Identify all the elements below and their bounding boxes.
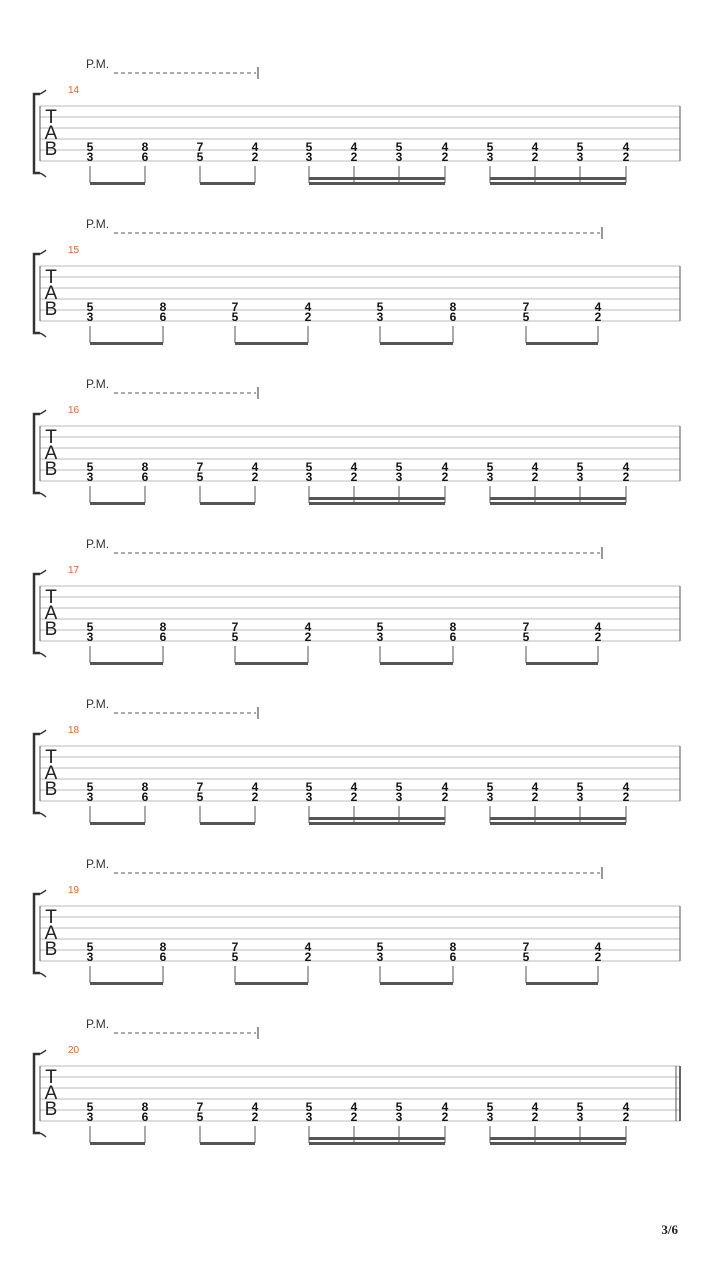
fret-number: 4 — [594, 300, 602, 314]
fret-number: 5 — [576, 780, 584, 794]
fret-number: 6 — [141, 470, 149, 484]
fret-number: 3 — [576, 470, 584, 484]
fret-number: 3 — [376, 310, 384, 324]
fret-number: 8 — [141, 140, 149, 154]
fret-number: 3 — [86, 950, 94, 964]
palm-mute-label: P.M. — [86, 1017, 110, 1031]
note-beam — [380, 662, 453, 665]
fret-number: 4 — [531, 780, 539, 794]
fret-number: 3 — [395, 790, 403, 804]
fret-number: 2 — [251, 150, 259, 164]
fret-number: 2 — [594, 630, 602, 644]
fret-number: 5 — [86, 140, 94, 154]
fret-number: 4 — [441, 1100, 449, 1114]
palm-mute-label: P.M. — [86, 857, 110, 871]
fret-number: 2 — [350, 470, 358, 484]
fret-number: 5 — [376, 620, 384, 634]
fret-number: 2 — [622, 470, 630, 484]
note-beam — [200, 502, 255, 505]
fret-number: 6 — [159, 950, 167, 964]
fret-number: 2 — [304, 950, 312, 964]
fret-number: 3 — [395, 150, 403, 164]
fret-number: 7 — [522, 940, 530, 954]
fret-number: 6 — [141, 150, 149, 164]
fret-number: 3 — [395, 470, 403, 484]
fret-number: 8 — [449, 620, 457, 634]
note-beam — [235, 342, 308, 345]
note-beam-secondary — [309, 817, 445, 820]
fret-number: 7 — [196, 1100, 204, 1114]
tab-system-17 — [34, 537, 680, 665]
system-bracket — [34, 574, 40, 653]
fret-number: 7 — [231, 620, 239, 634]
fret-number: 5 — [486, 460, 494, 474]
fret-number: 6 — [141, 790, 149, 804]
note-beam — [90, 502, 145, 505]
tab-clef-b: B — [44, 619, 58, 640]
fret-number: 4 — [251, 780, 259, 794]
tab-clef-b: B — [44, 779, 58, 800]
fret-number: 3 — [305, 150, 313, 164]
note-beam — [200, 182, 255, 185]
palm-mute-label: P.M. — [86, 217, 110, 231]
fret-number: 4 — [441, 460, 449, 474]
tab-clef-t: T — [45, 427, 57, 448]
fret-number: 3 — [576, 1110, 584, 1124]
tab-system-18 — [34, 697, 680, 825]
measure-number: 14 — [68, 85, 80, 96]
measure-number: 15 — [68, 245, 80, 256]
fret-number: 5 — [196, 470, 204, 484]
fret-number: 5 — [522, 630, 530, 644]
note-beam-secondary — [309, 177, 445, 180]
tab-clef-a: A — [44, 1083, 58, 1104]
tab-clef-b: B — [44, 459, 58, 480]
fret-number: 5 — [86, 1100, 94, 1114]
fret-number: 5 — [86, 620, 94, 634]
fret-number: 3 — [86, 630, 94, 644]
fret-number: 6 — [159, 310, 167, 324]
fret-number: 8 — [449, 940, 457, 954]
fret-number: 5 — [305, 1100, 313, 1114]
tab-system-16 — [34, 377, 680, 505]
fret-number: 2 — [531, 470, 539, 484]
fret-number: 2 — [251, 470, 259, 484]
fret-number: 8 — [159, 620, 167, 634]
fret-number: 5 — [486, 140, 494, 154]
note-beam — [526, 342, 598, 345]
note-beam — [235, 662, 308, 665]
fret-number: 3 — [86, 1110, 94, 1124]
fret-number: 7 — [522, 300, 530, 314]
note-beam-secondary — [309, 1137, 445, 1140]
fret-number: 7 — [196, 140, 204, 154]
note-beam — [235, 982, 308, 985]
system-bracket — [34, 1054, 40, 1133]
fret-number: 5 — [376, 300, 384, 314]
fret-number: 2 — [531, 1110, 539, 1124]
fret-number: 4 — [622, 460, 630, 474]
tab-clef-b: B — [44, 139, 58, 160]
fret-number: 2 — [251, 790, 259, 804]
fret-number: 2 — [594, 950, 602, 964]
fret-number: 4 — [304, 620, 312, 634]
tab-clef-t: T — [45, 107, 57, 128]
fret-number: 4 — [441, 780, 449, 794]
fret-number: 3 — [86, 790, 94, 804]
fret-number: 3 — [486, 470, 494, 484]
fret-number: 8 — [141, 780, 149, 794]
fret-number: 6 — [159, 630, 167, 644]
note-beam — [490, 1142, 626, 1145]
note-beam — [309, 822, 445, 825]
note-beam — [90, 342, 163, 345]
fret-number: 4 — [441, 140, 449, 154]
fret-number: 3 — [576, 150, 584, 164]
fret-number: 5 — [231, 630, 239, 644]
measure-number: 17 — [68, 565, 80, 576]
fret-number: 6 — [141, 1110, 149, 1124]
fret-number: 4 — [594, 620, 602, 634]
fret-number: 5 — [376, 940, 384, 954]
fret-number: 4 — [350, 780, 358, 794]
fret-number: 5 — [86, 460, 94, 474]
fret-number: 2 — [441, 150, 449, 164]
fret-number: 2 — [441, 790, 449, 804]
fret-number: 4 — [304, 300, 312, 314]
tab-clef-t: T — [45, 587, 57, 608]
palm-mute-label: P.M. — [86, 57, 110, 71]
fret-number: 5 — [522, 310, 530, 324]
fret-number: 4 — [594, 940, 602, 954]
note-beam-secondary — [490, 1137, 626, 1140]
system-bracket — [34, 894, 40, 973]
tab-clef-a: A — [44, 763, 58, 784]
fret-number: 3 — [86, 470, 94, 484]
tab-clef-t: T — [45, 267, 57, 288]
fret-number: 5 — [231, 950, 239, 964]
fret-number: 5 — [86, 780, 94, 794]
note-beam — [90, 182, 145, 185]
fret-number: 2 — [441, 1110, 449, 1124]
tab-clef-b: B — [44, 939, 58, 960]
note-beam-secondary — [490, 497, 626, 500]
note-beam-secondary — [490, 177, 626, 180]
fret-number: 2 — [531, 150, 539, 164]
tab-clef-b: B — [44, 1099, 58, 1120]
measure-number: 18 — [68, 725, 80, 736]
fret-number: 2 — [350, 790, 358, 804]
fret-number: 3 — [305, 470, 313, 484]
fret-number: 4 — [251, 460, 259, 474]
tab-clef-t: T — [45, 747, 57, 768]
note-beam — [309, 1142, 445, 1145]
fret-number: 3 — [486, 150, 494, 164]
system-bracket — [34, 254, 40, 333]
fret-number: 5 — [395, 1100, 403, 1114]
fret-number: 5 — [576, 140, 584, 154]
measure-number: 19 — [68, 885, 80, 896]
fret-number: 4 — [531, 460, 539, 474]
fret-number: 7 — [522, 620, 530, 634]
tab-clef-t: T — [45, 1067, 57, 1088]
tab-clef-a: A — [44, 283, 58, 304]
fret-number: 8 — [159, 300, 167, 314]
fret-number: 7 — [196, 780, 204, 794]
system-bracket — [34, 94, 40, 173]
fret-number: 3 — [486, 790, 494, 804]
note-beam — [90, 1142, 145, 1145]
fret-number: 5 — [196, 150, 204, 164]
tab-clef-t: T — [45, 907, 57, 928]
note-beam — [200, 1142, 255, 1145]
fret-number: 5 — [486, 780, 494, 794]
note-beam — [200, 822, 255, 825]
tab-clef-a: A — [44, 443, 58, 464]
fret-number: 6 — [449, 630, 457, 644]
fret-number: 5 — [395, 780, 403, 794]
tab-system-15 — [34, 217, 680, 345]
fret-number: 3 — [86, 150, 94, 164]
fret-number: 2 — [251, 1110, 259, 1124]
tab-clef-a: A — [44, 123, 58, 144]
fret-number: 5 — [522, 950, 530, 964]
fret-number: 3 — [376, 630, 384, 644]
fret-number: 7 — [196, 460, 204, 474]
fret-number: 4 — [531, 140, 539, 154]
fret-number: 4 — [531, 1100, 539, 1114]
fret-number: 5 — [196, 790, 204, 804]
fret-number: 8 — [141, 460, 149, 474]
fret-number: 4 — [251, 1100, 259, 1114]
note-beam — [90, 662, 163, 665]
note-beam — [309, 502, 445, 505]
fret-number: 2 — [594, 310, 602, 324]
note-beam — [490, 502, 626, 505]
fret-number: 4 — [350, 460, 358, 474]
fret-number: 4 — [622, 1100, 630, 1114]
fret-number: 4 — [350, 1100, 358, 1114]
note-beam — [490, 822, 626, 825]
palm-mute-label: P.M. — [86, 697, 110, 711]
fret-number: 4 — [622, 140, 630, 154]
fret-number: 3 — [305, 790, 313, 804]
note-beam-secondary — [490, 817, 626, 820]
fret-number: 5 — [576, 460, 584, 474]
tab-system-20 — [34, 1017, 680, 1145]
tab-system-14 — [34, 57, 680, 185]
fret-number: 3 — [395, 1110, 403, 1124]
fret-number: 7 — [231, 300, 239, 314]
fret-number: 2 — [350, 150, 358, 164]
fret-number: 4 — [251, 140, 259, 154]
fret-number: 2 — [304, 310, 312, 324]
fret-number: 5 — [395, 460, 403, 474]
palm-mute-label: P.M. — [86, 377, 110, 391]
fret-number: 2 — [304, 630, 312, 644]
note-beam-secondary — [309, 497, 445, 500]
fret-number: 5 — [305, 780, 313, 794]
fret-number: 5 — [305, 460, 313, 474]
fret-number: 5 — [86, 940, 94, 954]
note-beam — [380, 982, 453, 985]
fret-number: 5 — [196, 1110, 204, 1124]
measure-number: 20 — [68, 1045, 80, 1056]
note-beam — [490, 182, 626, 185]
fret-number: 2 — [622, 1110, 630, 1124]
fret-number: 2 — [531, 790, 539, 804]
note-beam — [90, 822, 145, 825]
tab-clef-a: A — [44, 603, 58, 624]
fret-number: 4 — [304, 940, 312, 954]
fret-number: 2 — [441, 470, 449, 484]
tab-clef-b: B — [44, 299, 58, 320]
note-beam — [526, 982, 598, 985]
fret-number: 6 — [449, 310, 457, 324]
fret-number: 3 — [576, 790, 584, 804]
fret-number: 3 — [486, 1110, 494, 1124]
page-number: 3/6 — [661, 1222, 678, 1237]
measure-number: 16 — [68, 405, 80, 416]
fret-number: 6 — [449, 950, 457, 964]
system-bracket — [34, 734, 40, 813]
fret-number: 5 — [486, 1100, 494, 1114]
fret-number: 2 — [622, 790, 630, 804]
tab-system-19 — [34, 857, 680, 985]
note-beam — [380, 342, 453, 345]
fret-number: 7 — [231, 940, 239, 954]
fret-number: 5 — [395, 140, 403, 154]
system-bracket — [34, 414, 40, 493]
fret-number: 8 — [141, 1100, 149, 1114]
note-beam — [309, 182, 445, 185]
fret-number: 8 — [159, 940, 167, 954]
fret-number: 3 — [376, 950, 384, 964]
tab-clef-a: A — [44, 923, 58, 944]
fret-number: 4 — [350, 140, 358, 154]
fret-number: 2 — [622, 150, 630, 164]
fret-number: 3 — [305, 1110, 313, 1124]
note-beam — [526, 662, 598, 665]
fret-number: 8 — [449, 300, 457, 314]
fret-number: 3 — [86, 310, 94, 324]
fret-number: 5 — [231, 310, 239, 324]
fret-number: 5 — [305, 140, 313, 154]
palm-mute-label: P.M. — [86, 537, 110, 551]
fret-number: 5 — [576, 1100, 584, 1114]
note-beam — [90, 982, 163, 985]
fret-number: 4 — [622, 780, 630, 794]
fret-number: 5 — [86, 300, 94, 314]
fret-number: 2 — [350, 1110, 358, 1124]
